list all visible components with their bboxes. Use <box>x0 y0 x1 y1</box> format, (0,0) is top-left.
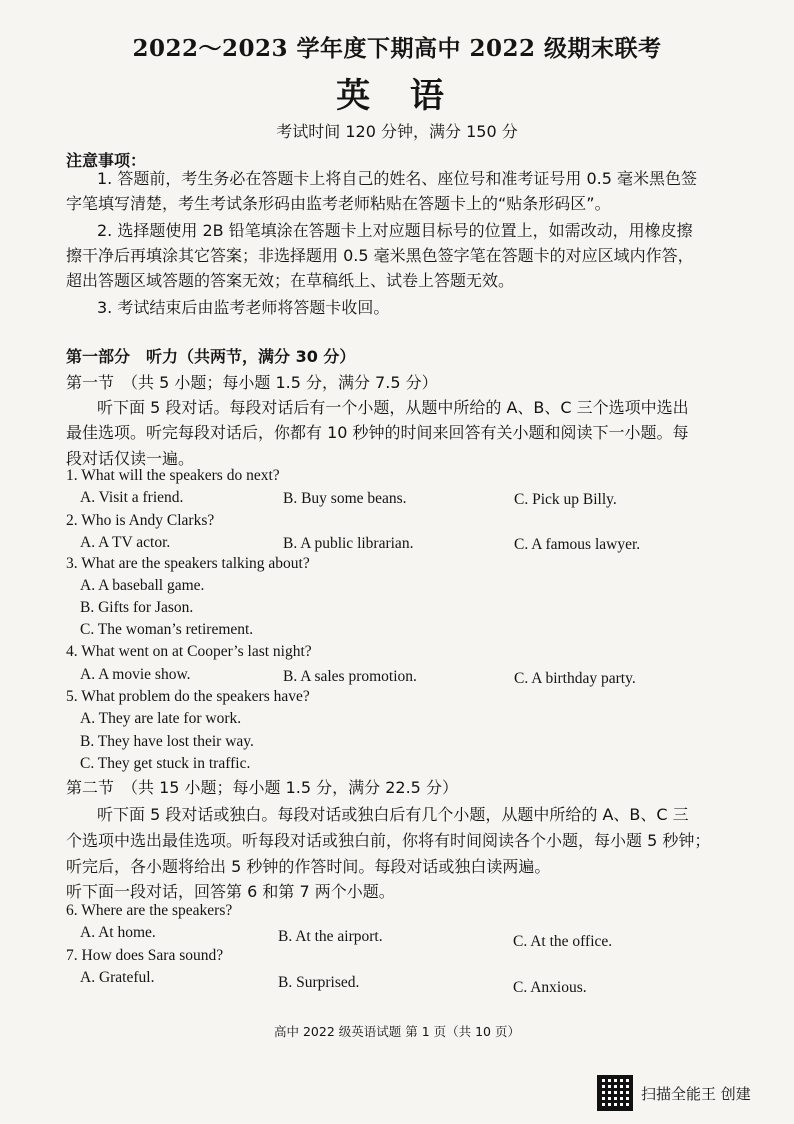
section1-instruction: 最佳选项。听完每段对话后，你都有 10 秒钟的时间来回答有关小题和阅读下一小题。每 <box>66 423 689 442</box>
notice-line: 2. 选择题使用 2B 铅笔填涂在答题卡上对应题目标号的位置上，如需改动，用橡皮擦 <box>97 221 693 240</box>
question-stem: 4. What went on at Cooper’s last night? <box>66 643 312 660</box>
exam-info: 考试时间 120 分钟，满分 150 分 <box>276 122 518 141</box>
notice-line: 擦干净后再填涂其它答案；非选择题用 0.5 毫米黑色签字笔在答题卡的对应区域内作答， <box>66 246 694 265</box>
option-c: C. A famous lawyer. <box>514 536 641 553</box>
question-stem: 2. Who is Andy Clarks? <box>66 512 215 529</box>
section2-heading: 第二节 （共 15 小题；每小题 1.5 分，满分 22.5 分） <box>66 778 458 797</box>
section2-instruction: 听下面 5 段对话或独白。每段对话或独白后有几个小题，从题中所给的 A、B、C 三 <box>97 805 689 824</box>
option-a: A. They are late for work. <box>80 710 242 727</box>
section1-heading: 第一节 （共 5 小题；每小题 1.5 分，满分 7.5 分） <box>66 373 438 392</box>
option-c: C. At the office. <box>513 933 613 950</box>
notice-line: 超出答题区域答题的答案无效；在草稿纸上、试卷上答题无效。 <box>66 271 515 290</box>
scanner-watermark: 扫描全能王 创建 <box>641 1085 751 1103</box>
option-c: C. A birthday party. <box>514 670 636 687</box>
qr-code-icon <box>597 1075 633 1111</box>
section2-instruction: 听下面一段对话，回答第 6 和第 7 两个小题。 <box>66 882 395 901</box>
question-stem: 5. What problem do the speakers have? <box>66 688 310 705</box>
question-stem: 3. What are the speakers talking about? <box>66 555 310 572</box>
option-b: B. At the airport. <box>278 928 383 945</box>
notice-heading: 注意事项： <box>66 151 147 170</box>
option-a: A. A baseball game. <box>80 577 205 594</box>
option-b: B. Buy some beans. <box>283 490 407 507</box>
option-a: A. A movie show. <box>80 666 191 683</box>
option-b: B. They have lost their way. <box>80 733 254 750</box>
subject-title: 英 语 <box>336 76 458 116</box>
notice-line: 3. 考试结束后由监考老师将答题卡收回。 <box>97 298 390 317</box>
option-b: B. Gifts for Jason. <box>80 599 194 616</box>
page-footer: 高中 2022 级英语试题 第 1 页（共 10 页） <box>274 1024 520 1039</box>
option-a: A. A TV actor. <box>80 534 171 551</box>
section2-instruction: 听完后，各小题将给出 5 秒钟的作答时间。每段对话或独白读两遍。 <box>66 857 551 876</box>
section1-instruction: 听下面 5 段对话。每段对话后有一个小题，从题中所给的 A、B、C 三个选项中选出 <box>97 398 689 417</box>
option-c: C. Anxious. <box>513 979 587 996</box>
option-a: A. Visit a friend. <box>80 489 184 506</box>
notice-line: 字笔填写清楚，考生考试条形码由监考老师粘贴在答题卡上的“贴条形码区”。 <box>66 194 611 213</box>
section1-instruction: 段对话仅读一遍。 <box>66 449 195 468</box>
option-b: B. Surprised. <box>278 974 360 991</box>
question-stem: 6. Where are the speakers? <box>66 902 233 919</box>
part1-heading: 第一部分 听力（共两节，满分 30 分） <box>66 347 356 366</box>
option-a: A. At home. <box>80 924 156 941</box>
option-b: B. A public librarian. <box>283 535 414 552</box>
option-c: C. Pick up Billy. <box>514 491 617 508</box>
exam-title: 2022～2023 学年度下期高中 2022 级期末联考 <box>132 35 662 62</box>
question-stem: 1. What will the speakers do next? <box>66 467 280 484</box>
option-b: B. A sales promotion. <box>283 668 417 685</box>
section2-instruction: 个选项中选出最佳选项。听每段对话或独白前，你将有时间阅读各个小题，每小题 5 秒钟； <box>66 831 711 850</box>
option-c: C. The woman’s retirement. <box>80 621 254 638</box>
notice-line: 1. 答题前，考生务必在答题卡上将自己的姓名、座位号和准考证号用 0.5 毫米黑色签 <box>97 169 697 188</box>
option-a: A. Grateful. <box>80 969 155 986</box>
question-stem: 7. How does Sara sound? <box>66 947 224 964</box>
option-c: C. They get stuck in traffic. <box>80 755 251 772</box>
